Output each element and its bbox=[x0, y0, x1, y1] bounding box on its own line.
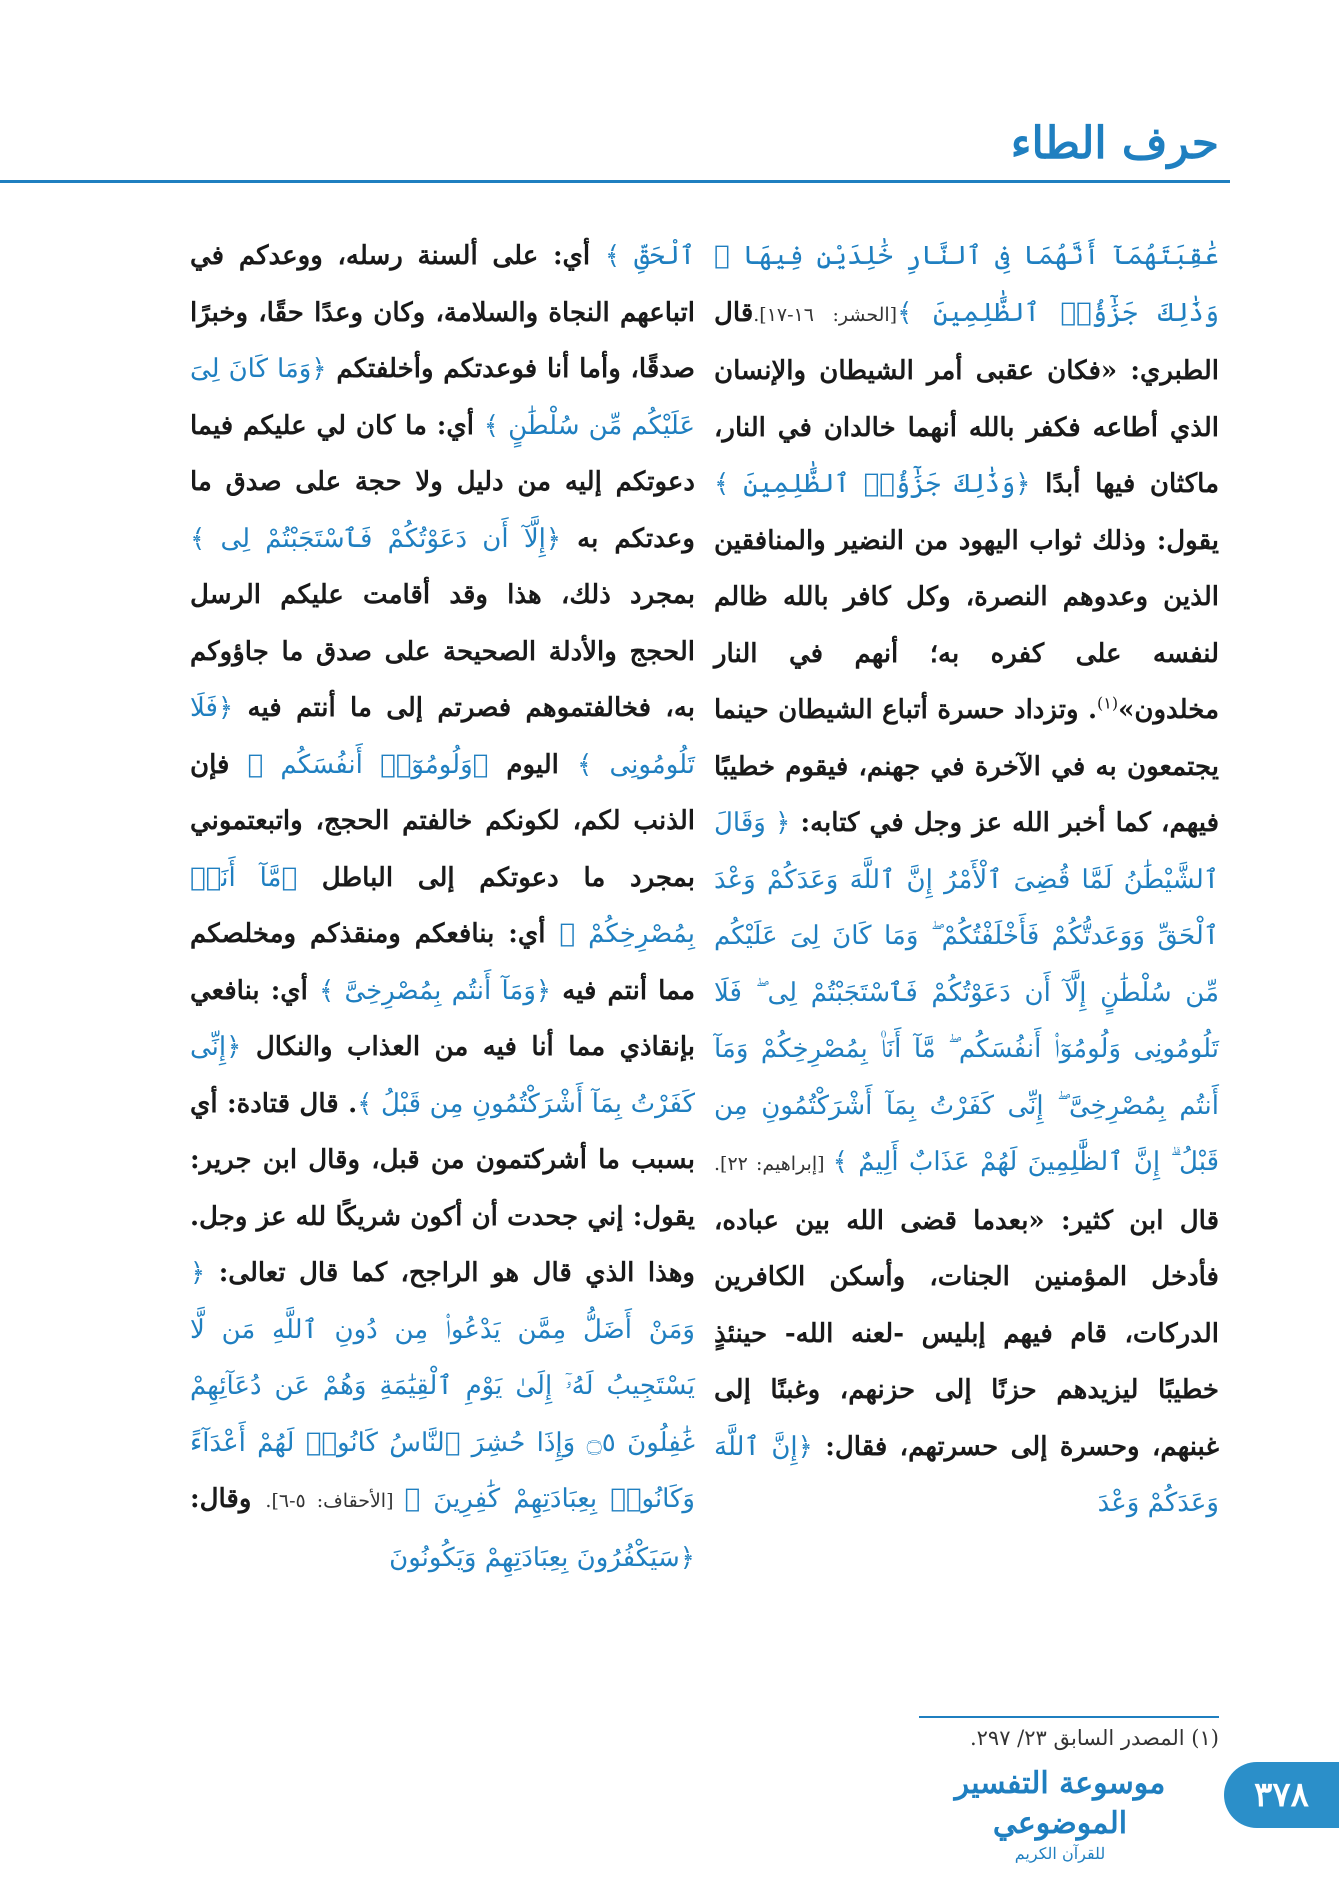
body-text: أي: ما كان لي عليكم فيما دعوتكم إليه من دليل ولا حجة على صدق ما وعدتكم به bbox=[190, 410, 695, 554]
body-text: فإن الذنب لكم، لكونكم خالفتم الحجج، واتبعتموني بمجرد ما دعوتكم إلى الباطل bbox=[190, 749, 695, 893]
left-column bbox=[190, 228, 695, 1586]
body-text: اليوم bbox=[488, 749, 577, 780]
body-text: قال ابن كثير: «بعدما قضى الله بين عباده، فأدخل المؤمنين الجنات، وأسكن الكافرين الدركات، قام فيهم إبليس -لعنه الله- حينئذٍ خطيبًا ليزيدهم حزنًا إلى حزنهم، وغبنًا إلى غبنهم، وحسرة إلى حسرتهم، فقال: bbox=[714, 1205, 1219, 1462]
footnote-rule bbox=[919, 1716, 1219, 1718]
quran-verse: ﴿ وَمَنْ أَضَلُّ مِمَّن يَدْعُوا۟ مِن دُونِ ٱللَّهِ مَن لَّا يَسْتَجِيبُ لَهُۥٓ إِلَىٰ يَوْمِ ٱلْقِيَٰمَةِ وَهُمْ عَن دُعَآئِهِمْ غَٰفِلُونَ ۝٥ وَإِذَا حُشِرَ ٱلنَّاسُ كَانُوا۟ لَهُمْ أَعْدَآءً وَكَانُوا۟ بِعِبَادَتِهِمْ كَٰفِرِينَ ﴾ bbox=[190, 1258, 695, 1514]
quran-verse: ﴿إِلَّآ أَن دَعَوْتُكُمْ فَٱسْتَجَبْتُمْ لِى ﴾ bbox=[190, 523, 562, 554]
body-text: وقال: bbox=[190, 1484, 266, 1514]
quran-verse: ﴿مَّآ أَنَا۠ بِمُصْرِخِكُمْ ﴾ bbox=[190, 862, 695, 949]
body-text: يقول: وذلك ثواب اليهود من النضير والمنافقين الذين وعدوهم النصرة، وكل كافر بالله ظالم لنفسه على كفره به؛ أنهم في النار مخلدون» bbox=[714, 525, 1219, 725]
page-number-badge: ٣٧٨ bbox=[1224, 1762, 1339, 1828]
body-text: أي: بنافعي بإنقاذي مما أنا فيه من العذاب والنكال bbox=[190, 975, 695, 1062]
body-text: قال الطبري: «فكان عقبى أمر الشيطان والإنسان الذي أطاعه فكفر بالله أنهما خالدان في النار، ماكثان فيها أبدًا bbox=[714, 297, 1219, 499]
quran-verse: ﴿فَلَا تَلُومُونِى ﴾ bbox=[190, 693, 696, 780]
logo-sub-text: للقرآن الكريم bbox=[1014, 1844, 1106, 1863]
right-column bbox=[714, 228, 1219, 1532]
header-rule bbox=[0, 180, 1230, 183]
logo-main-text: موسوعة التفسير الموضوعي bbox=[954, 1766, 1166, 1841]
quran-verse: ﴿إِنِّى كَفَرْتُ بِمَآ أَشْرَكْتُمُونِ مِن قَبْلُ ﴾ bbox=[190, 1032, 695, 1119]
quran-verse: ﴿ وَقَالَ ٱلشَّيْطَٰنُ لَمَّا قُضِىَ ٱلْأَمْرُ إِنَّ ٱللَّهَ وَعَدَكُمْ وَعْدَ ٱلْحَقِّ وَوَعَدتُّكُمْ فَأَخْلَفْتُكُمْ ۖ وَمَا كَانَ لِىَ عَلَيْكُم مِّن سُلْطَٰنٍ إِلَّآ أَن دَعَوْتُكُمْ فَٱسْتَجَبْتُمْ لِى ۖ فَلَا تَلُومُونِى وَلُومُوٓا۟ أَنفُسَكُم ۖ مَّآ أَنَا۠ بِمُصْرِخِكُمْ وَمَآ أَنتُم بِمُصْرِخِىَّ ۖ إِنِّى كَفَرْتُ بِمَآ أَشْرَكْتُمُونِ مِن قَبْلُ ۗ إِنَّ ٱلظَّٰلِمِينَ لَهُمْ عَذَابٌ أَلِيمٌ ﴾ bbox=[714, 808, 1219, 1177]
quran-verse: ٱلْحَقِّ ﴾ bbox=[604, 241, 696, 271]
quran-verse: عَٰقِبَتَهُمَآ أَنَّهُمَا فِى ٱلنَّارِ خَٰلِدَيْنِ فِيهَا ۚ وَذَٰلِكَ جَزَٰٓؤُا۟ ٱلظَّٰلِمِينَ ﴾ bbox=[714, 241, 1219, 328]
quran-verse: ﴿وَمَا كَانَ لِىَ عَلَيْكُم مِّن سُلْطَٰنٍ ﴾ bbox=[190, 354, 695, 441]
quran-verse: ﴿وَلُومُوٓا۟ أَنفُسَكُم ﴾ bbox=[247, 749, 489, 780]
body-text: أي: بنافعكم ومنقذكم ومخلصكم مما أنتم فيه bbox=[190, 919, 696, 1006]
body-text: . وتزداد حسرة أتباع الشيطان حينما يجتمعون به في الآخرة في جهنم، فيقوم خطيبًا فيهم، كما أخبر الله عز وجل في كتابه: bbox=[714, 695, 1220, 838]
quran-verse: ﴿إِنَّ ٱللَّهَ وَعَدَكُمْ وَعْدَ bbox=[714, 1431, 1219, 1518]
footnote: (١) المصدر السابق ٢٣/ ٢٩٧. bbox=[969, 1726, 1219, 1750]
verse-reference: [الأحقاف: ٥-٦]. bbox=[265, 1490, 405, 1512]
body-text: أي: على ألسنة رسله، ووعدكم في اتباعهم النجاة والسلامة، وكان وعدًا حقًا، وخبرًا صدقًا، وأما أنا فوعدتكم وأخلفتكم bbox=[190, 241, 695, 384]
body-text: بمجرد ذلك، هذا وقد أقامت عليكم الرسل الحجج والأدلة الصحيحة على صدق ما جاؤوكم به، فخالفتموهم فصرتم إلى ما أنتم فيه bbox=[190, 580, 695, 723]
quran-verse: ﴿وَذَٰلِكَ جَزَٰٓؤُا۟ ٱلظَّٰلِمِينَ ﴾ bbox=[714, 469, 1031, 499]
footnote-marker: (١) bbox=[1097, 693, 1119, 713]
chapter-title: حرف الطاء bbox=[1010, 118, 1219, 169]
book-logo bbox=[915, 1764, 1205, 1863]
quran-verse: ﴿وَمَآ أَنتُم بِمُصْرِخِىَّ ﴾ bbox=[318, 975, 552, 1006]
verse-reference: [إبراهيم: ٢٢]. bbox=[714, 1153, 833, 1175]
quran-verse: ﴿سَيَكْفُرُونَ بِعِبَادَتِهِمْ وَيَكُونُونَ bbox=[389, 1542, 695, 1573]
verse-reference: [الحشر: ١٦-١٧]. bbox=[753, 303, 898, 326]
body-text: . قال قتادة: أي بسبب ما أشركتمون من قبل، وقال ابن جرير: يقول: إني جحدت أن أكون شريكًا لله عز وجل. وهذا الذي قال هو الراجح، كما قال تعالى: bbox=[190, 1088, 695, 1288]
